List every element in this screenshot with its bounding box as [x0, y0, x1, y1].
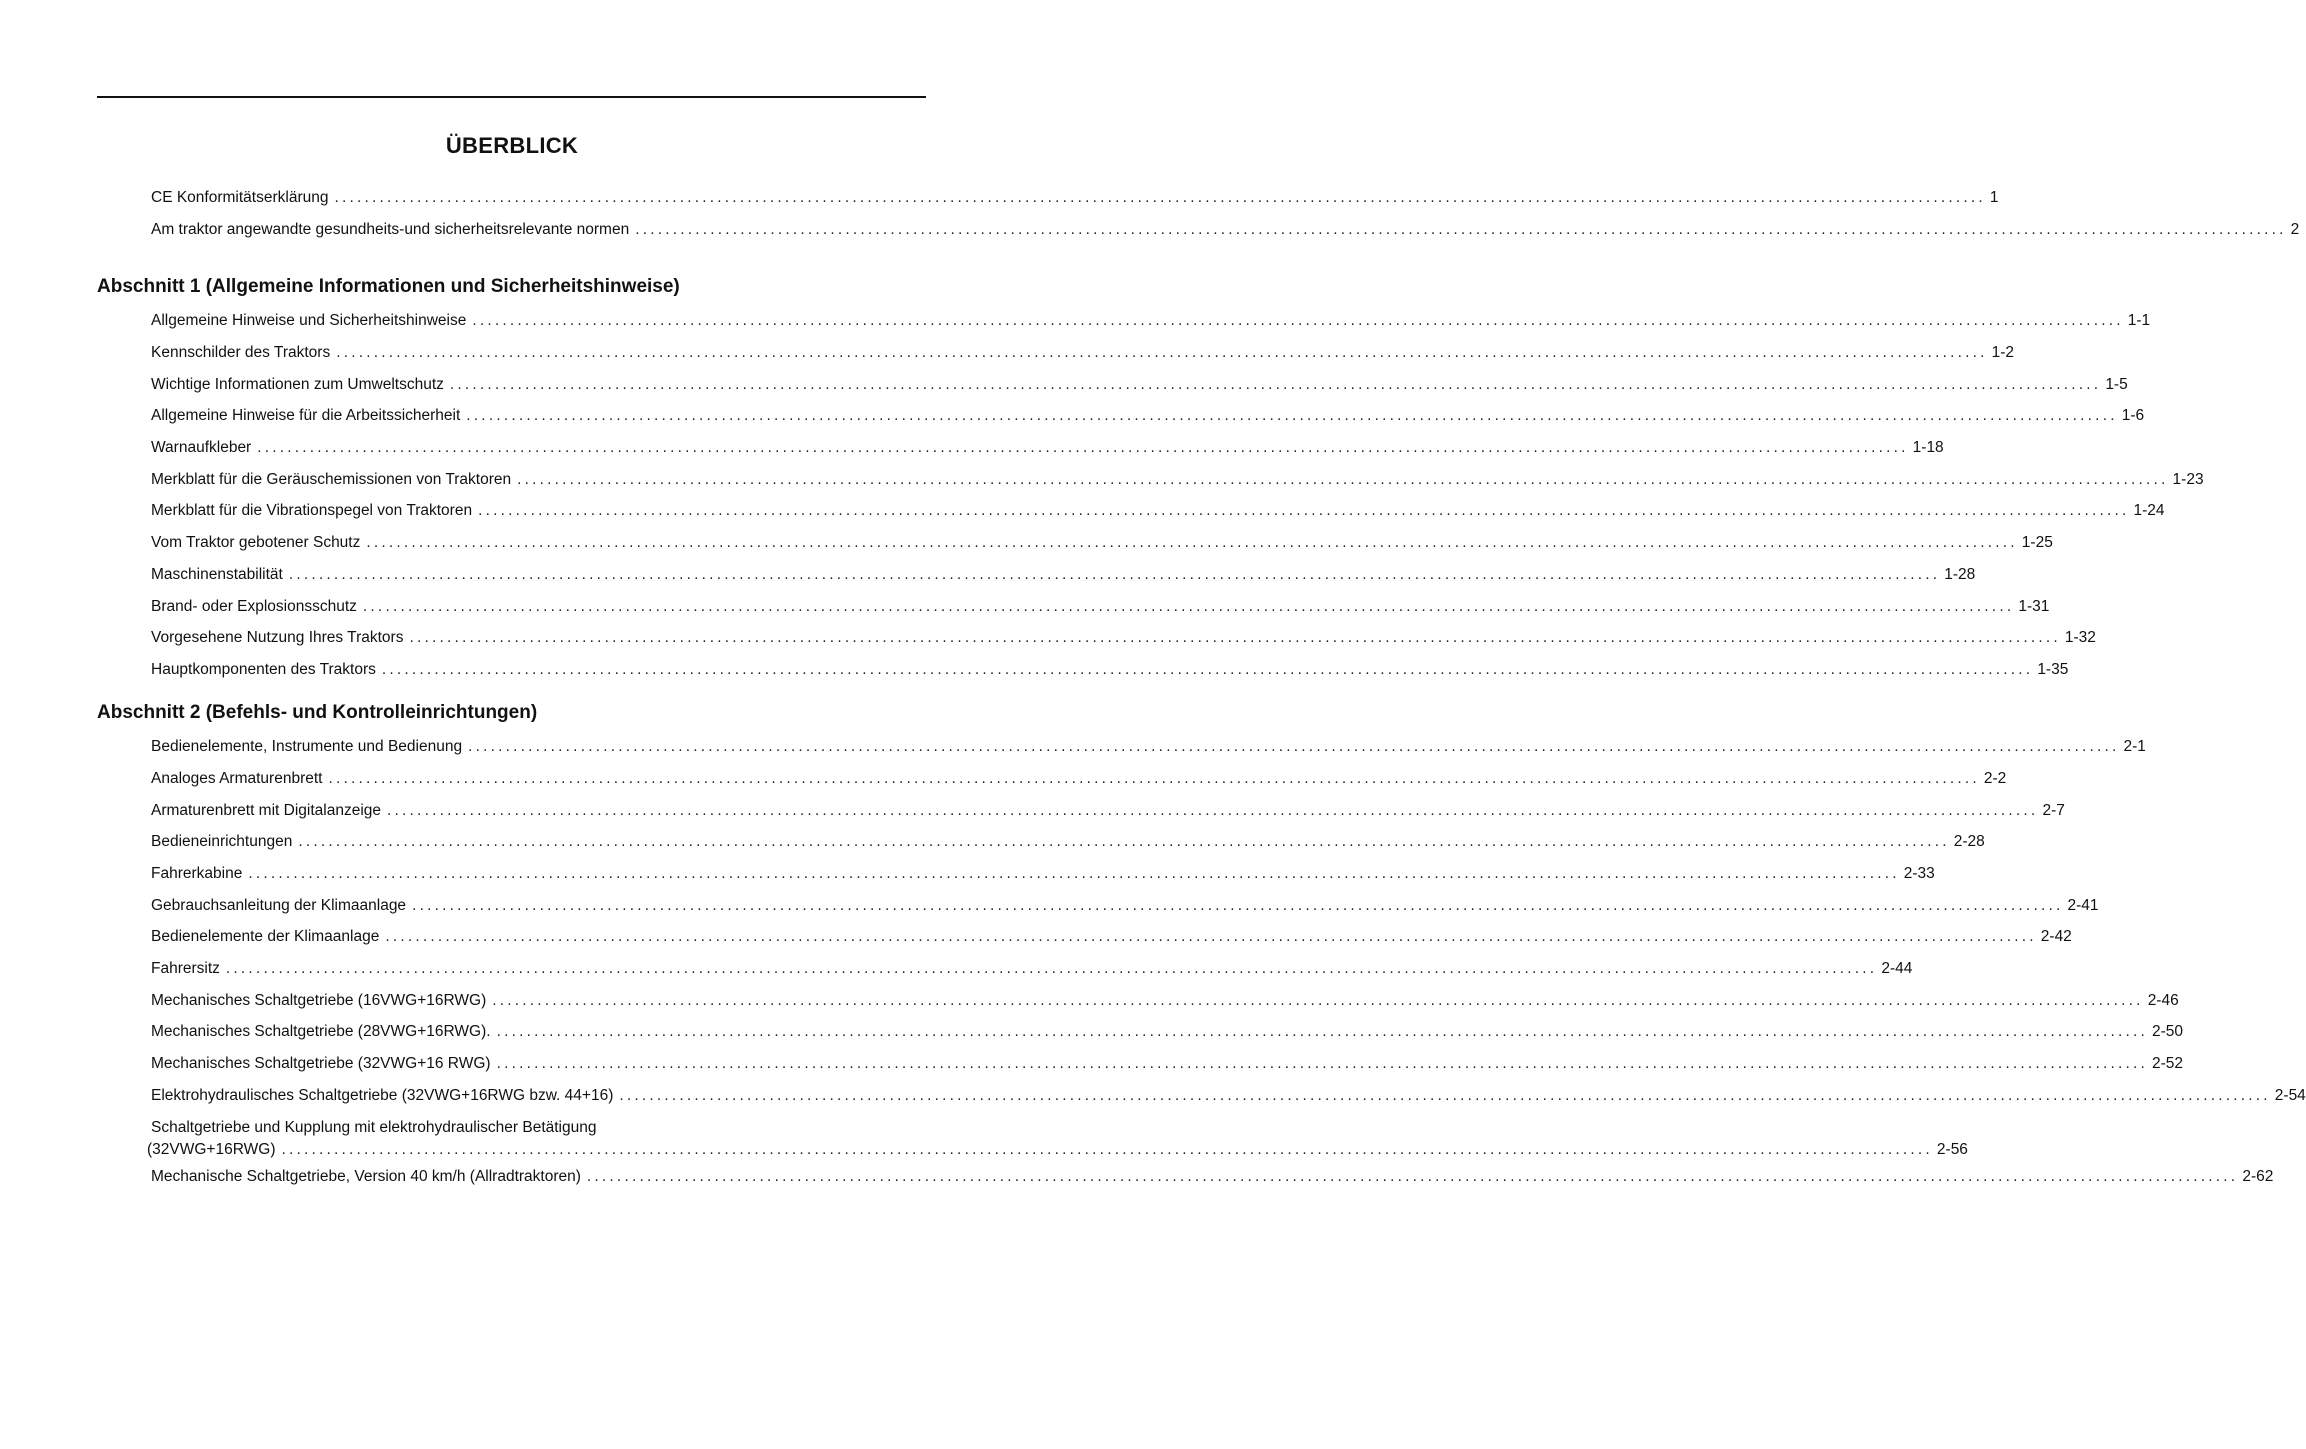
- toc-entry-text: Merkblatt für die Vibrationspegel von Traktoren: [151, 502, 473, 519]
- toc-entry-text: Vorgesehene Nutzung Ihres Traktors: [151, 629, 404, 646]
- toc-entry-page: 2-50: [2152, 1023, 2184, 1040]
- toc-entry[interactable]: [151, 405, 2145, 427]
- toc-entry-text: Mechanisches Schaltgetriebe (16VWG+16RWG): [151, 992, 487, 1009]
- toc-entry-text: Brand- oder Explosionsschutz: [151, 598, 357, 615]
- dot-leader: ............................................................................................................................................................................................................................: [449, 376, 2102, 393]
- dot-leader: ............................................................................................................................................................................................................................: [281, 1141, 1933, 1158]
- toc-entry-multiline[interactable]: [147, 1117, 1968, 1161]
- toc-entry-page: 2-54: [2274, 1087, 2306, 1104]
- toc-entry-text: Hauptkomponenten des Traktors: [151, 661, 376, 678]
- toc-entry-page: 2-41: [2067, 897, 2099, 914]
- toc-entry-page: 1-25: [2021, 534, 2053, 551]
- toc-entry-text: Fahrerkabine: [151, 865, 243, 882]
- toc-entry[interactable]: [151, 831, 1985, 853]
- toc-entry-page: 1-1: [2127, 312, 2151, 329]
- toc-entry-page: 1-6: [2121, 407, 2145, 424]
- toc-entry-page: 2-28: [1953, 833, 1985, 850]
- dot-leader: ............................................................................................................................................................................................................................: [288, 566, 1941, 583]
- page-title: ÜBERBLICK: [445, 133, 579, 158]
- toc-entry[interactable]: [151, 926, 2072, 948]
- dot-leader: ............................................................................................................................................................................................................................: [468, 738, 2120, 755]
- toc-entry-text: Am traktor angewandte gesundheits-und sicherheitsrelevante normen: [151, 221, 630, 238]
- toc-entry-page: 1-18: [1912, 439, 1944, 456]
- dot-leader: ............................................................................................................................................................................................................................: [381, 661, 2034, 678]
- toc-entry-text: Merkblatt für die Geräuschemissionen von Traktoren: [151, 471, 512, 488]
- toc-entry-text: CE Konformitätserklärung: [151, 189, 329, 206]
- dot-leader: ............................................................................................................................................................................................................................: [412, 897, 2064, 914]
- toc-entry-page: 2-2: [1983, 770, 2007, 787]
- dot-leader: ............................................................................................................................................................................................................................: [334, 189, 1986, 206]
- toc-entry-ce[interactable]: [151, 187, 1999, 209]
- toc-entry-text: Maschinenstabilität: [151, 566, 283, 583]
- toc-entry[interactable]: [151, 627, 2096, 649]
- toc-entry-page: 1-31: [2018, 598, 2050, 615]
- dot-leader: ............................................................................................................................................................................................................................: [478, 502, 2130, 519]
- toc-entry-page: 2-46: [2147, 992, 2179, 1009]
- toc-entry[interactable]: [151, 1085, 2306, 1107]
- toc-entry-text-line1: Schaltgetriebe und Kupplung mit elektrohydraulischer Betätigung: [151, 1119, 597, 1136]
- toc-entry-normen[interactable]: [151, 219, 2300, 241]
- dot-leader: ............................................................................................................................................................................................................................: [586, 1168, 2239, 1185]
- section-2-heading: Abschnitt 2 (Befehls- und Kontrolleinrichtungen): [97, 702, 538, 723]
- toc-entry-text: Bedienelemente der Klimaanlage: [151, 928, 380, 945]
- dot-leader: ............................................................................................................................................................................................................................: [336, 344, 1988, 361]
- toc-entry-page: 1-28: [1944, 566, 1976, 583]
- dot-leader: ............................................................................................................................................................................................................................: [472, 312, 2124, 329]
- toc-entry-page: 2-62: [2242, 1168, 2274, 1185]
- dot-leader: ............................................................................................................................................................................................................................: [298, 833, 1950, 850]
- toc-entry-page: 2-7: [2042, 802, 2065, 819]
- toc-entry[interactable]: [151, 564, 1976, 586]
- toc-entry[interactable]: [151, 437, 1944, 459]
- toc-entry-page: 1: [1989, 189, 1999, 206]
- toc-entry-page: 1-5: [2105, 376, 2128, 393]
- toc-entry-text: Allgemeine Hinweise und Sicherheitshinweise: [151, 312, 467, 329]
- dot-leader: ............................................................................................................................................................................................................................: [385, 928, 2037, 945]
- dot-leader: ............................................................................................................................................................................................................................: [619, 1087, 2271, 1104]
- toc-entry[interactable]: [151, 1021, 2184, 1043]
- dot-leader: ............................................................................................................................................................................................................................: [362, 598, 2015, 615]
- dot-leader: ............................................................................................................................................................................................................................: [635, 221, 2287, 238]
- toc-entry[interactable]: [151, 310, 2151, 332]
- toc-entry-text: Mechanisches Schaltgetriebe (28VWG+16RWG).: [151, 1023, 491, 1040]
- toc-entry-text: Fahrersitz: [151, 960, 220, 977]
- toc-entry[interactable]: [151, 342, 2015, 364]
- dot-leader: ............................................................................................................................................................................................................................: [517, 471, 2169, 488]
- toc-entry[interactable]: [151, 1053, 2184, 1075]
- toc-entry-page: 1-32: [2064, 629, 2096, 646]
- toc-entry[interactable]: [151, 958, 1913, 980]
- dot-leader: ............................................................................................................................................................................................................................: [248, 865, 1900, 882]
- top-rule: [97, 96, 926, 98]
- toc-entry[interactable]: [151, 659, 2069, 681]
- dot-leader: ............................................................................................................................................................................................................................: [257, 439, 1909, 456]
- toc-entry[interactable]: [151, 1166, 2274, 1188]
- toc-entry-page: 2-42: [2040, 928, 2072, 945]
- toc-entry-text: Analoges Armaturenbrett: [151, 770, 323, 787]
- toc-entry-text: Mechanische Schaltgetriebe, Version 40 km/h (Allradtraktoren): [151, 1168, 581, 1185]
- toc-entry[interactable]: [151, 532, 2053, 554]
- toc-entry[interactable]: [151, 596, 2050, 618]
- toc-entry[interactable]: [151, 736, 2146, 758]
- dot-leader: ............................................................................................................................................................................................................................: [328, 770, 1980, 787]
- toc-entry-page: 2-1: [2123, 738, 2146, 755]
- toc-entry-page: 2-56: [1936, 1141, 1968, 1158]
- dot-leader: ............................................................................................................................................................................................................................: [496, 1055, 2148, 1072]
- dot-leader: ............................................................................................................................................................................................................................: [366, 534, 2018, 551]
- dot-leader: ............................................................................................................................................................................................................................: [225, 960, 1878, 977]
- toc-entry-text: Elektrohydraulisches Schaltgetriebe (32VWG+16RWG bzw. 44+16): [151, 1087, 614, 1104]
- toc-entry-page: 2-52: [2152, 1055, 2184, 1072]
- toc-entry-page: 1-2: [1991, 344, 2015, 361]
- toc-entry[interactable]: [151, 768, 2007, 790]
- section-1-heading: Abschnitt 1 (Allgemeine Informationen und Sicherheitshinweise): [97, 276, 680, 297]
- dot-leader: ............................................................................................................................................................................................................................: [466, 407, 2118, 424]
- toc-entry[interactable]: [151, 990, 2179, 1012]
- toc-entry-text: Wichtige Informationen zum Umweltschutz: [151, 376, 444, 393]
- dot-leader: ............................................................................................................................................................................................................................: [409, 629, 2061, 646]
- toc-entry-text: Bedieneinrichtungen: [151, 833, 293, 850]
- toc-entry[interactable]: [151, 374, 2128, 396]
- toc-entry-page: 2: [2290, 221, 2300, 238]
- toc-entry-text: Kennschilder des Traktors: [151, 344, 331, 361]
- toc-entry[interactable]: [151, 863, 1935, 885]
- toc-entry-page: 2-44: [1881, 960, 1913, 977]
- toc-entry-text-line2: (32VWG+16RWG): [147, 1141, 276, 1158]
- toc-entry[interactable]: [151, 800, 2065, 822]
- toc-entry-text: Allgemeine Hinweise für die Arbeitssicherheit: [151, 407, 461, 424]
- toc-entry-text: Armaturenbrett mit Digitalanzeige: [151, 802, 382, 819]
- toc-entry-page: 2-33: [1903, 865, 1935, 882]
- dot-leader: ............................................................................................................................................................................................................................: [496, 1023, 2148, 1040]
- toc-entry-text: Mechanisches Schaltgetriebe (32VWG+16 RWG): [151, 1055, 491, 1072]
- toc-entry-page: 1-35: [2037, 661, 2069, 678]
- dot-leader: ............................................................................................................................................................................................................................: [492, 992, 2144, 1009]
- toc-entry-text: Gebrauchsanleitung der Klimaanlage: [151, 897, 407, 914]
- toc-entry[interactable]: [151, 469, 2204, 491]
- toc-entry[interactable]: [151, 500, 2165, 522]
- toc-entry-page: 1-23: [2172, 471, 2204, 488]
- toc-entry-text: Vom Traktor gebotener Schutz: [151, 534, 361, 551]
- toc-entry[interactable]: [151, 895, 2099, 917]
- toc-entry-text: Warnaufkleber: [151, 439, 252, 456]
- toc-entry-page: 1-24: [2133, 502, 2165, 519]
- toc-entry-text: Bedienelemente, Instrumente und Bedienung: [151, 738, 463, 755]
- dot-leader: ............................................................................................................................................................................................................................: [387, 802, 2039, 819]
